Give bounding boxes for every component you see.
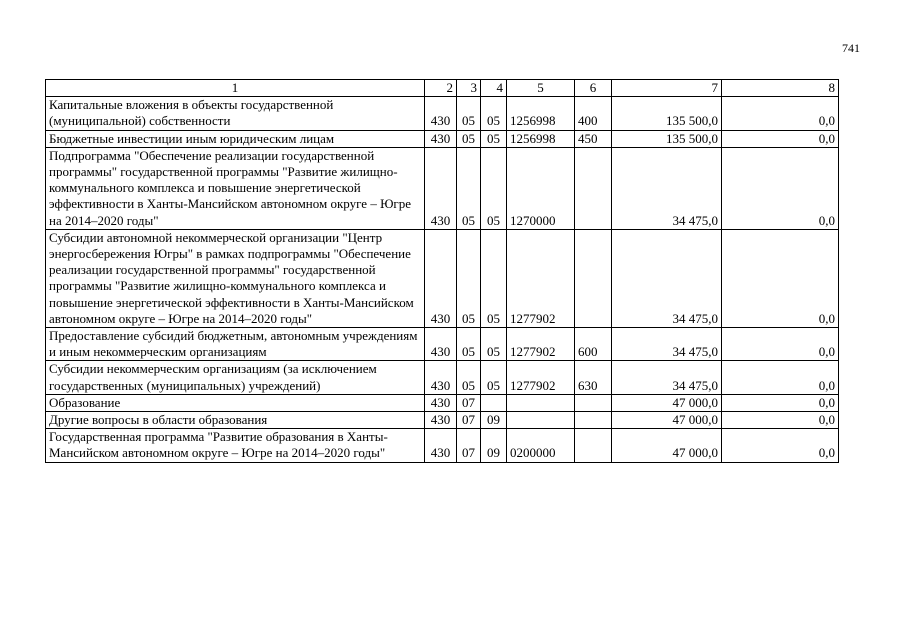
amount-secondary-cell: 0,0 [722,97,839,130]
header-cell-2: 2 [425,80,457,97]
expense-kind-cell [575,429,612,462]
target-article-cell: 1277902 [507,361,575,394]
row-name-cell: Предоставление субсидий бюджетным, автономным учреждениям и иным некоммерческим организациям [46,328,425,361]
expense-kind-cell: 400 [575,97,612,130]
subsection-code-cell: 05 [481,328,507,361]
expense-kind-cell: 450 [575,130,612,147]
row-name-cell: Капитальные вложения в объекты государственной (муниципальной) собственности [46,97,425,130]
subsection-code-cell: 05 [481,97,507,130]
target-article-cell: 0200000 [507,429,575,462]
section-code-cell: 07 [457,394,481,411]
subsection-code-cell: 05 [481,229,507,327]
header-cell-4: 4 [481,80,507,97]
expense-kind-cell [575,394,612,411]
row-name-cell: Субсидии некоммерческим организациям (за исключением государственных (муниципальных) учреждений) [46,361,425,394]
row-name-cell: Образование [46,394,425,411]
amount-cell: 34 475,0 [612,229,722,327]
expense-kind-cell: 630 [575,361,612,394]
target-article-cell: 1277902 [507,328,575,361]
amount-secondary-cell: 0,0 [722,361,839,394]
target-article-cell: 1277902 [507,229,575,327]
subsection-code-cell: 05 [481,147,507,229]
subsection-code-cell: 09 [481,412,507,429]
section-code-cell: 05 [457,147,481,229]
amount-secondary-cell: 0,0 [722,147,839,229]
amount-cell: 34 475,0 [612,361,722,394]
expense-kind-cell [575,229,612,327]
amount-cell: 34 475,0 [612,147,722,229]
subsection-code-cell: 05 [481,361,507,394]
table-row [46,147,839,229]
section-code-cell: 07 [457,412,481,429]
target-article-cell: 1270000 [507,147,575,229]
row-name-cell: Подпрограмма "Обеспечение реализации государственной программы" государственной программы "Развитие жилищно-коммунального комплекса и повышение энергетической эффективности в Ханты-Мансийском автономном округе – Югре на 2014–2020 годы" [46,147,425,229]
table-row [46,394,839,411]
amount-secondary-cell: 0,0 [722,328,839,361]
header-cell-7: 7 [612,80,722,97]
target-article-cell: 1256998 [507,130,575,147]
table-row [46,97,839,130]
target-article-cell: 1256998 [507,97,575,130]
table-row [46,130,839,147]
table-row [46,361,839,394]
header-cell-6: 6 [575,80,612,97]
expense-kind-cell [575,147,612,229]
subsection-code-cell: 09 [481,429,507,462]
amount-cell: 47 000,0 [612,429,722,462]
amount-cell: 135 500,0 [612,130,722,147]
amount-secondary-cell: 0,0 [722,229,839,327]
amount-secondary-cell: 0,0 [722,412,839,429]
row-name-cell: Государственная программа "Развитие образования в Ханты-Мансийском автономном округе – Югре на 2014–2020 годы" [46,429,425,462]
subsection-code-cell: 05 [481,130,507,147]
amount-secondary-cell: 0,0 [722,394,839,411]
amount-cell: 47 000,0 [612,394,722,411]
admin-code-cell: 430 [425,229,457,327]
section-code-cell: 05 [457,229,481,327]
row-name-cell: Другие вопросы в области образования [46,412,425,429]
table-header-row [46,80,839,97]
target-article-cell [507,394,575,411]
section-code-cell: 07 [457,429,481,462]
table-row [46,429,839,462]
expense-kind-cell: 600 [575,328,612,361]
subsection-code-cell [481,394,507,411]
budget-table [45,79,839,463]
target-article-cell [507,412,575,429]
section-code-cell: 05 [457,97,481,130]
admin-code-cell: 430 [425,97,457,130]
header-cell-8: 8 [722,80,839,97]
admin-code-cell: 430 [425,394,457,411]
header-cell-5: 5 [507,80,575,97]
amount-secondary-cell: 0,0 [722,130,839,147]
page-number: 741 [842,41,860,55]
section-code-cell: 05 [457,361,481,394]
admin-code-cell: 430 [425,147,457,229]
amount-cell: 47 000,0 [612,412,722,429]
row-name-cell: Субсидии автономной некоммерческой организации "Центр энергосбережения Югры" в рамках подпрограммы "Обеспечение реализации государственной программы" государственной программы "Развитие жилищно-коммунального комплекса и повышение энергетической эффективности в Ханты-Мансийском автономном округе – Югре на 2014–2020 годы" [46,229,425,327]
table-row [46,328,839,361]
amount-cell: 34 475,0 [612,328,722,361]
expense-kind-cell [575,412,612,429]
header-cell-3: 3 [457,80,481,97]
section-code-cell: 05 [457,328,481,361]
row-name-cell: Бюджетные инвестиции иным юридическим лицам [46,130,425,147]
amount-secondary-cell: 0,0 [722,429,839,462]
admin-code-cell: 430 [425,130,457,147]
amount-cell: 135 500,0 [612,97,722,130]
table-row [46,229,839,327]
admin-code-cell: 430 [425,361,457,394]
admin-code-cell: 430 [425,429,457,462]
admin-code-cell: 430 [425,412,457,429]
section-code-cell: 05 [457,130,481,147]
header-cell-1: 1 [46,80,425,97]
table-row [46,412,839,429]
admin-code-cell: 430 [425,328,457,361]
